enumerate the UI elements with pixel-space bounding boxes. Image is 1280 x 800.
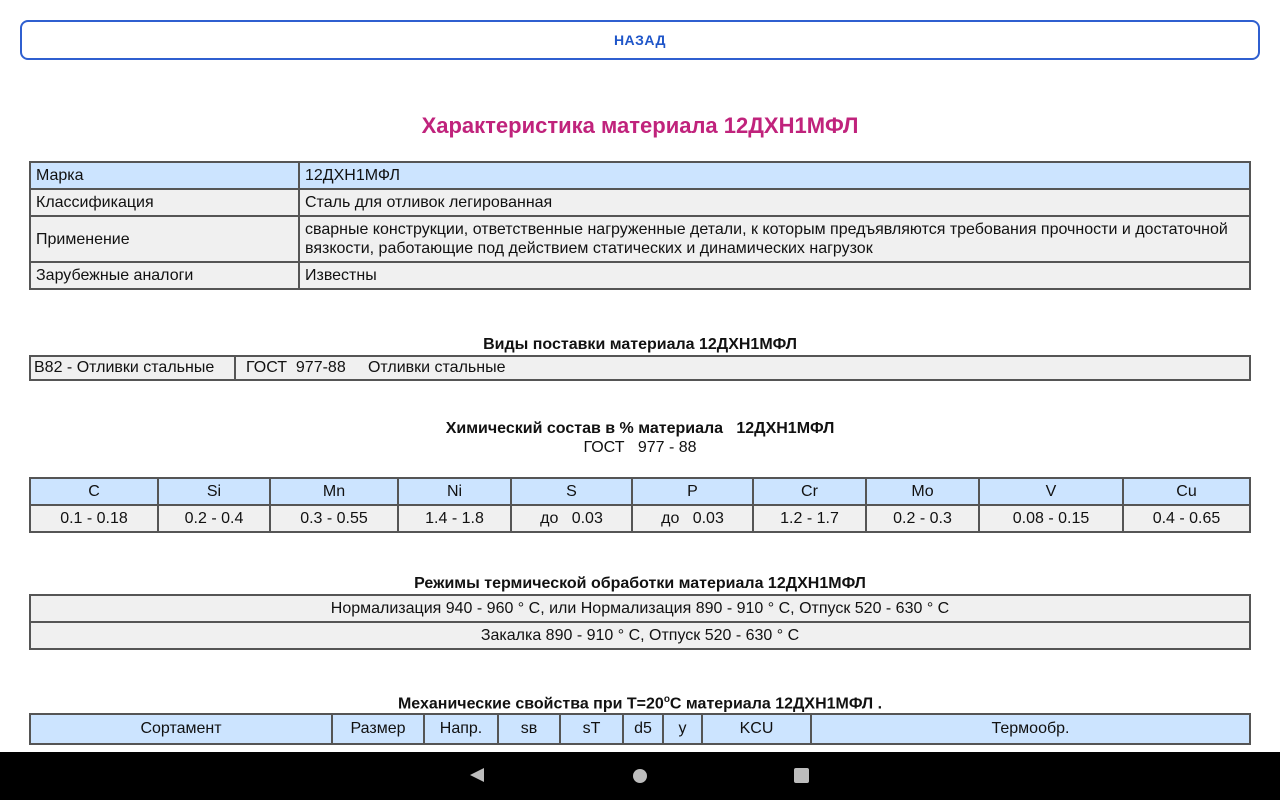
mech-header: Размер xyxy=(332,714,424,744)
info-value: сварные конструкции, ответственные нагруженные детали, к которым предъявляются требования прочности и достаточной вязкости, работающие под действием статических и динамических нагрузок xyxy=(299,216,1250,262)
mech-header: sв xyxy=(498,714,560,744)
table-row xyxy=(30,622,1250,649)
chem-header: Cr xyxy=(753,478,866,505)
heat-mode: Закалка 890 - 910 ° C, Отпуск 520 - 630 ° C xyxy=(30,622,1250,649)
chem-subtitle: ГОСТ 977 - 88 xyxy=(583,439,697,456)
info-value: 12ДХН1МФЛ xyxy=(299,162,1250,189)
mech-header: Напр. xyxy=(424,714,498,744)
nav-recents-icon[interactable] xyxy=(794,768,809,783)
mech-header: KCU xyxy=(702,714,811,744)
chem-table xyxy=(29,477,1251,533)
chem-value: 0.08 - 0.15 xyxy=(979,505,1123,532)
supply-table xyxy=(29,355,1251,381)
chem-title: Химический состав в % материала 12ДХН1МФЛ xyxy=(445,420,835,437)
mech-title-text: Механические свойства при Т=20 xyxy=(397,695,664,713)
info-key: Марка xyxy=(30,162,299,189)
table-row xyxy=(30,216,1250,262)
chem-header: S xyxy=(511,478,632,505)
table-row xyxy=(30,356,1250,380)
mech-header: y xyxy=(663,714,702,744)
mech-header: Сортамент xyxy=(30,714,332,744)
table-row xyxy=(30,262,1250,289)
heat-table xyxy=(29,594,1251,650)
chem-value: 0.2 - 0.3 xyxy=(866,505,979,532)
chem-value: до 0.03 xyxy=(632,505,753,532)
mech-title-text: С материала 12ДХН1МФЛ . xyxy=(669,695,883,713)
chem-value: 0.3 - 0.55 xyxy=(270,505,398,532)
table-row xyxy=(30,162,1250,189)
info-value: Известны xyxy=(299,262,1250,289)
info-key: Зарубежные аналоги xyxy=(30,262,299,289)
mech-header: sT xyxy=(560,714,623,744)
table-row xyxy=(30,505,1250,532)
info-key: Классификация xyxy=(30,189,299,216)
chem-value: 0.2 - 0.4 xyxy=(158,505,270,532)
material-info-table xyxy=(29,161,1251,290)
supply-value: ГОСТ 977-88 Отливки стальные xyxy=(235,356,1250,380)
chem-value: 1.4 - 1.8 xyxy=(398,505,511,532)
chem-header: Ni xyxy=(398,478,511,505)
chem-value: 0.4 - 0.65 xyxy=(1123,505,1250,532)
supply-title: Виды поставки материала 12ДХН1МФЛ xyxy=(483,336,797,353)
chem-value: до 0.03 xyxy=(511,505,632,532)
table-row xyxy=(30,189,1250,216)
nav-home-icon[interactable] xyxy=(633,769,647,783)
chem-header: V xyxy=(979,478,1123,505)
chem-value: 0.1 - 0.18 xyxy=(30,505,158,532)
info-value: Сталь для отливок легированная xyxy=(299,189,1250,216)
chem-header: Cu xyxy=(1123,478,1250,505)
chem-header: Si xyxy=(158,478,270,505)
table-row xyxy=(30,595,1250,622)
mech-header: Термообр. xyxy=(811,714,1250,744)
table-row xyxy=(30,478,1250,505)
chem-header: C xyxy=(30,478,158,505)
heat-title: Режимы термической обработки материала 12ДХН1МФЛ xyxy=(414,575,866,592)
mech-title-sup: o xyxy=(663,694,670,705)
mech-header: d5 xyxy=(623,714,663,744)
info-key: Применение xyxy=(30,216,299,262)
mech-title xyxy=(0,694,1280,713)
table-row xyxy=(30,714,1250,744)
chem-header: P xyxy=(632,478,753,505)
mech-table xyxy=(29,713,1251,745)
heat-mode: Нормализация 940 - 960 ° C, или Нормализация 890 - 910 ° C, Отпуск 520 - 630 ° C xyxy=(30,595,1250,622)
chem-header: Mo xyxy=(866,478,979,505)
back-button[interactable]: НАЗАД xyxy=(20,20,1260,60)
supply-key: В82 - Отливки стальные xyxy=(30,356,235,380)
page-title: Характеристика материала 12ДХН1МФЛ xyxy=(421,113,859,138)
nav-back-icon[interactable] xyxy=(470,768,484,782)
chem-header: Mn xyxy=(270,478,398,505)
chem-value: 1.2 - 1.7 xyxy=(753,505,866,532)
